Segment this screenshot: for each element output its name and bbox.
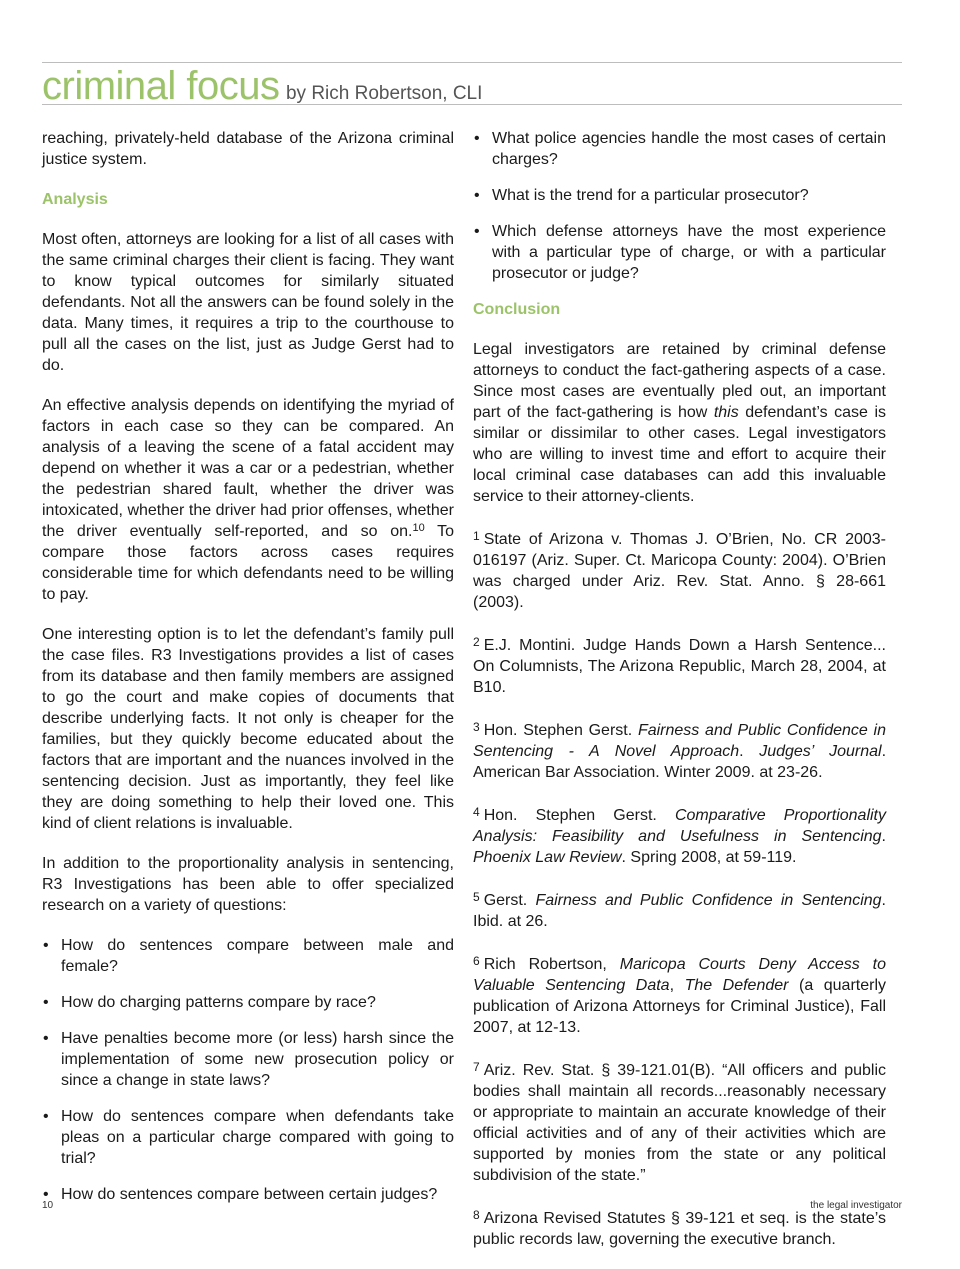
analysis-paragraph-3: One interesting option is to let the defendant’s family pull the case files. R3 Investigations provides a list of cases from its database and then family members are assigned to go the court and make copies of documents that describe underlying facts. It not only is cheaper for the families, but they quickly become educated about the factors that are important and the nuances involved in the sentencing decision. Just as importantly, they feel like they are doing something to help their loved one. This kind of client relations is invaluable. bbox=[42, 626, 454, 832]
footnote-8 bbox=[473, 1205, 886, 1250]
header-rule-top bbox=[42, 62, 902, 63]
footnote-text: . bbox=[739, 743, 760, 760]
footnote-number: 8 bbox=[473, 1208, 480, 1222]
left-column bbox=[42, 128, 454, 1220]
footnote-text: . Spring 2008, at 59-119. bbox=[621, 849, 797, 866]
footnote-4 bbox=[473, 802, 886, 868]
footnote-journal: Phoenix Law Review bbox=[473, 849, 622, 866]
footnote-title: Maricopa Courts Deny Access to Valuable Sentencing Data bbox=[473, 956, 886, 994]
list-item: • Which defense attorneys have the most experience with a particular type of charge, or with a particular prosecutor or judge? bbox=[473, 221, 886, 284]
footnote-text: State of Arizona v. Thomas J. O’Brien, No. CR 2003-016197 (Ariz. Super. Ct. Maricopa County: 2004). O’Brien was charged under Ariz. Rev. Stat. Anno. § 28-661 (2003). bbox=[473, 531, 886, 611]
footnote-text: , bbox=[669, 977, 685, 994]
footnote-text: Rich Robertson, bbox=[483, 956, 620, 973]
list-item: • What is the trend for a particular prosecutor? bbox=[473, 185, 886, 206]
footnote-journal: The Defender bbox=[684, 977, 789, 994]
paragraph-text: An effective analysis depends on identifying the myriad of factors in each case so they can be compared. An analysis of a leaving the scene of a fatal accident may depend on whether it was a car or a pedestrian, whether the pedestrian shared fault, whether the driver was intoxicated, whether the driver had prior offenses, whether the driver eventually self-reported, and so on. bbox=[42, 397, 454, 540]
conclusion-paragraph bbox=[473, 339, 886, 507]
conclusion-heading: Conclusion bbox=[473, 301, 561, 318]
footnote-text: (a quarterly publication of Arizona Attorneys for Criminal Justice), Fall 2007, at 12-13. bbox=[473, 977, 887, 1036]
footnote-number: 4 bbox=[473, 805, 480, 819]
footnote-7 bbox=[473, 1057, 886, 1186]
footnote-number: 6 bbox=[473, 954, 480, 968]
footnote-text: Arizona Revised Statutes § 39-121 et seq. is the state’s public records law, governing the executive branch. bbox=[473, 1210, 886, 1248]
footnote-text: . Ibid. at 26. bbox=[473, 892, 886, 930]
header-rule-bottom bbox=[42, 104, 902, 105]
byline: by Rich Robertson, CLI bbox=[285, 83, 483, 104]
footnote-number: 2 bbox=[473, 635, 480, 649]
footnote-title: Fairness and Public Confidence in Sentencing - A Novel Approach bbox=[473, 722, 886, 760]
paragraph-text-tail: To compare those factors across cases requires considerable time for which defendants need to be willing to pay. bbox=[42, 523, 454, 603]
footnote-title: Fairness and Public Confidence in Sentencing bbox=[535, 892, 882, 909]
conclusion-text: Legal investigators are retained by criminal defense attorneys to conduct the fact-gathering aspects of a case. Since most cases are eventually pled out, an important part of the fact-gathering is how bbox=[473, 341, 886, 421]
footnote-5 bbox=[473, 887, 886, 932]
conclusion-emphasis: this bbox=[713, 404, 739, 421]
footnote-3 bbox=[473, 717, 886, 783]
masthead bbox=[42, 64, 482, 109]
footnote-number: 3 bbox=[473, 720, 480, 734]
analysis-paragraph-1: Most often, attorneys are looking for a list of all cases with the same criminal charges their client is facing. They want to know typical outcomes for similarly situated defendants. Not all the answers can be found solely in the data. Many times, it requires a trip to the courthouse to pull all the cases on the list, just as Judge Gerst had to do. bbox=[42, 231, 454, 374]
footnote-ref: 10 bbox=[412, 522, 425, 534]
list-item: • How do sentences compare between male and female? bbox=[42, 935, 454, 977]
footnote-number: 7 bbox=[473, 1060, 480, 1074]
analysis-paragraph-4: In addition to the proportionality analysis in sentencing, R3 Investigations has been able to offer specialized research on a variety of questions: bbox=[42, 855, 454, 914]
list-item: • What police agencies handle the most cases of certain charges? bbox=[473, 128, 886, 170]
analysis-heading: Analysis bbox=[42, 191, 108, 208]
column-title: criminal focus bbox=[42, 64, 280, 108]
footnote-journal: Judges’ Journal bbox=[759, 743, 882, 760]
footnote-text: . bbox=[881, 828, 886, 845]
footnote-text: Hon. Stephen Gerst. bbox=[483, 722, 638, 739]
list-item: • Have penalties become more (or less) harsh since the implementation of some new prosecution policy or since a change in state laws? bbox=[42, 1028, 454, 1091]
footnote-text: E.J. Montini. Judge Hands Down a Harsh Sentence... On Columnists, The Arizona Republic, March 28, 2004, at B10. bbox=[473, 637, 886, 696]
footnote-1 bbox=[473, 526, 886, 613]
page-number: 10 bbox=[42, 1200, 54, 1211]
footnote-text: Ariz. Rev. Stat. § 39-121.01(B). “All officers and public bodies shall maintain all records...reasonably necessary or appropriate to maintain an accurate knowledge of their official activities and of any of their activities which are supported by monies from the state or any political subdivision of the state.” bbox=[473, 1062, 886, 1184]
footnote-text: . American Bar Association. Winter 2009. at 23-26. bbox=[473, 743, 887, 781]
footnotes bbox=[473, 526, 886, 1250]
footnote-6 bbox=[473, 951, 886, 1038]
research-questions-list bbox=[42, 935, 454, 1205]
publication-name: the legal investigator bbox=[810, 1200, 902, 1211]
footnote-title: Comparative Proportionality Analysis: Feasibility and Usefulness in Sentencing bbox=[473, 807, 887, 845]
footnote-number: 5 bbox=[473, 890, 480, 904]
intro-paragraph: reaching, privately-held database of the Arizona criminal justice system. bbox=[42, 130, 454, 168]
research-questions-list-continued bbox=[473, 128, 886, 284]
footnote-2 bbox=[473, 632, 886, 698]
list-item: • How do sentences compare between certain judges? bbox=[42, 1184, 454, 1205]
conclusion-text-tail: defendant’s case is similar or dissimilar to other cases. Legal investigators who are willing to invest time and effort to acquire their local criminal case databases can add this invaluable service to their attorney-clients. bbox=[473, 404, 886, 505]
footnote-text: Hon. Stephen Gerst. bbox=[483, 807, 675, 824]
analysis-paragraph-2 bbox=[42, 395, 454, 605]
list-item: • How do sentences compare when defendants take pleas on a particular charge compared with going to trial? bbox=[42, 1106, 454, 1169]
right-column bbox=[473, 128, 886, 1269]
list-item: • How do charging patterns compare by race? bbox=[42, 992, 454, 1013]
footnote-text: Gerst. bbox=[483, 892, 536, 909]
footnote-number: 1 bbox=[473, 529, 480, 543]
